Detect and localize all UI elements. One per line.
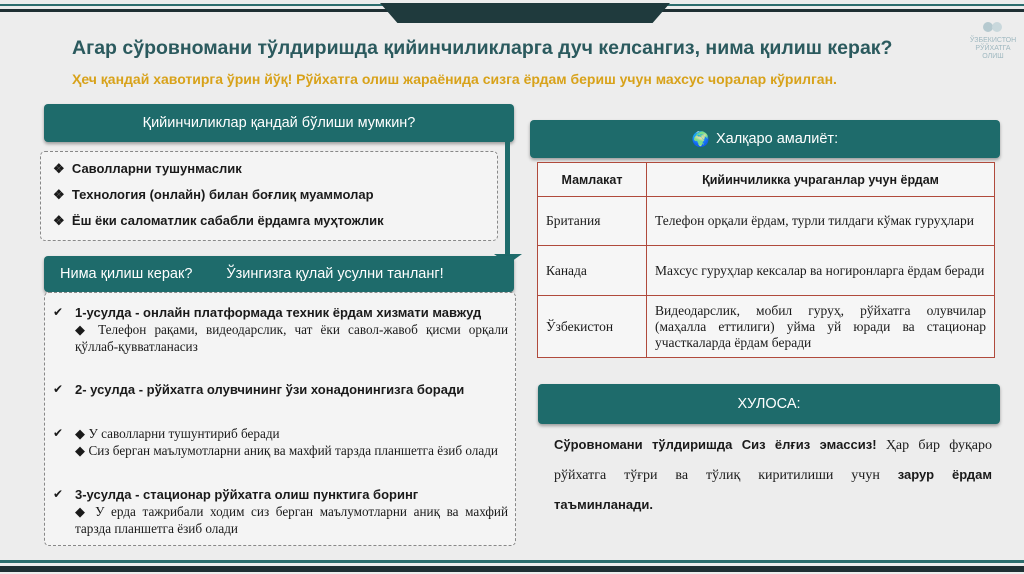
top-decor-bar: [0, 0, 1024, 16]
table-row: [538, 197, 995, 246]
list-item: ❖ Ёш ёки саломатлик сабабли ёрдамга муҳтожлик: [53, 213, 384, 228]
column-header: Мамлакат: [538, 163, 647, 197]
difficulties-list: [40, 151, 498, 241]
step-3: ✔ 3-усулда - стационар рўйхатга олиш пунктига боринг ◆ У ерда тажрибали ходим сиз берган маълумотларни аниқ ва махфий тарзда планшетга ёзиб олади: [53, 487, 508, 536]
help-cell: Видеодарслик, мобил гуруҳ, рўйхатга олувчилар (маҳалла еттилиги) уйма уй юради ва стационар участкаларда ёрдам беради: [647, 296, 995, 358]
conclusion-text: Сўровномани тўлдиришда Сиз ёлғиз эмассиз! Ҳар бир фуқаро рўйхатга тўғри ва тўлиқ киритилиши учун зарур ёрдам таъминланади.: [554, 437, 992, 512]
table-row: [538, 246, 995, 296]
country-cell: Британия: [538, 197, 647, 246]
international-table: [537, 162, 995, 358]
flow-arrow-line: [505, 142, 510, 254]
table-header-row: [538, 163, 995, 197]
checkmark-icon: ✔: [53, 305, 64, 319]
list-item: ❖ Технология (онлайн) билан боғлиқ муаммолар: [53, 187, 374, 202]
checkmark-icon: ✔: [53, 487, 64, 501]
step-2-details: ✔ ◆ У саволларни тушунтириб беради ◆ Сиз берган маълумотларни аниқ ва махфий тарзда планшетга ёзиб олади: [53, 426, 498, 458]
checkmark-icon: ✔: [53, 426, 64, 440]
diamond-bullet-icon: ❖: [53, 187, 65, 202]
diamond-bullet-icon: ❖: [53, 161, 65, 176]
country-cell: Ўзбекистон: [538, 296, 647, 358]
slide-title: Агар сўровномани тўлдиришда қийинчиликларга дуч келсангиз, нима қилиш керак?: [72, 37, 893, 59]
table-row: [538, 296, 995, 358]
help-cell: Телефон орқали ёрдам, турли тилдаги кўмак гуруҳлари: [647, 197, 995, 246]
column-header: Қийинчиликка учраганлар учун ёрдам: [647, 163, 995, 197]
slide-subtitle: Ҳеч қандай хавотирга ўрин йўқ! Рўйхатга олиш жараёнида сизга ёрдам бериш учун махсус чоралар кўрилган.: [72, 71, 837, 87]
difficulties-heading: Қийинчиликлар қандай бўлиши мумкин?: [44, 104, 514, 142]
checkmark-icon: ✔: [53, 382, 64, 396]
help-cell: Махсус гуруҳлар кексалар ва ногиронларга ёрдам беради: [647, 246, 995, 296]
census-logo: ЎЗБЕКИСТОН РЎЙХАТГА ОЛИШ: [968, 20, 1018, 60]
globe-icon: 🌍: [691, 131, 710, 148]
step-1: ✔ 1-усулда - онлайн платформада техник ёрдам хизмати мавжуд ◆ Телефон рақами, видеодарслик, чат ёки савол-жавоб қисми орқали қўллаб-қувватланасиз: [53, 305, 508, 354]
step-2: ✔ 2- усулда - рўйхатга олувчининг ўзи хонадонингизга боради: [53, 382, 465, 397]
list-item: ❖ Саволларни тушунмаслик: [53, 161, 242, 176]
actions-list: [44, 292, 516, 546]
conclusion-heading: ХУЛОСА:: [538, 384, 1000, 424]
bottom-decor-bar: [0, 560, 1024, 574]
actions-heading: Нима қилиш керак? Ўзингизга қулай усулни танланг!: [44, 256, 514, 292]
diamond-bullet-icon: ❖: [53, 213, 65, 228]
country-cell: Канада: [538, 246, 647, 296]
international-heading: 🌍 Халқаро амалиёт:: [530, 120, 1000, 158]
